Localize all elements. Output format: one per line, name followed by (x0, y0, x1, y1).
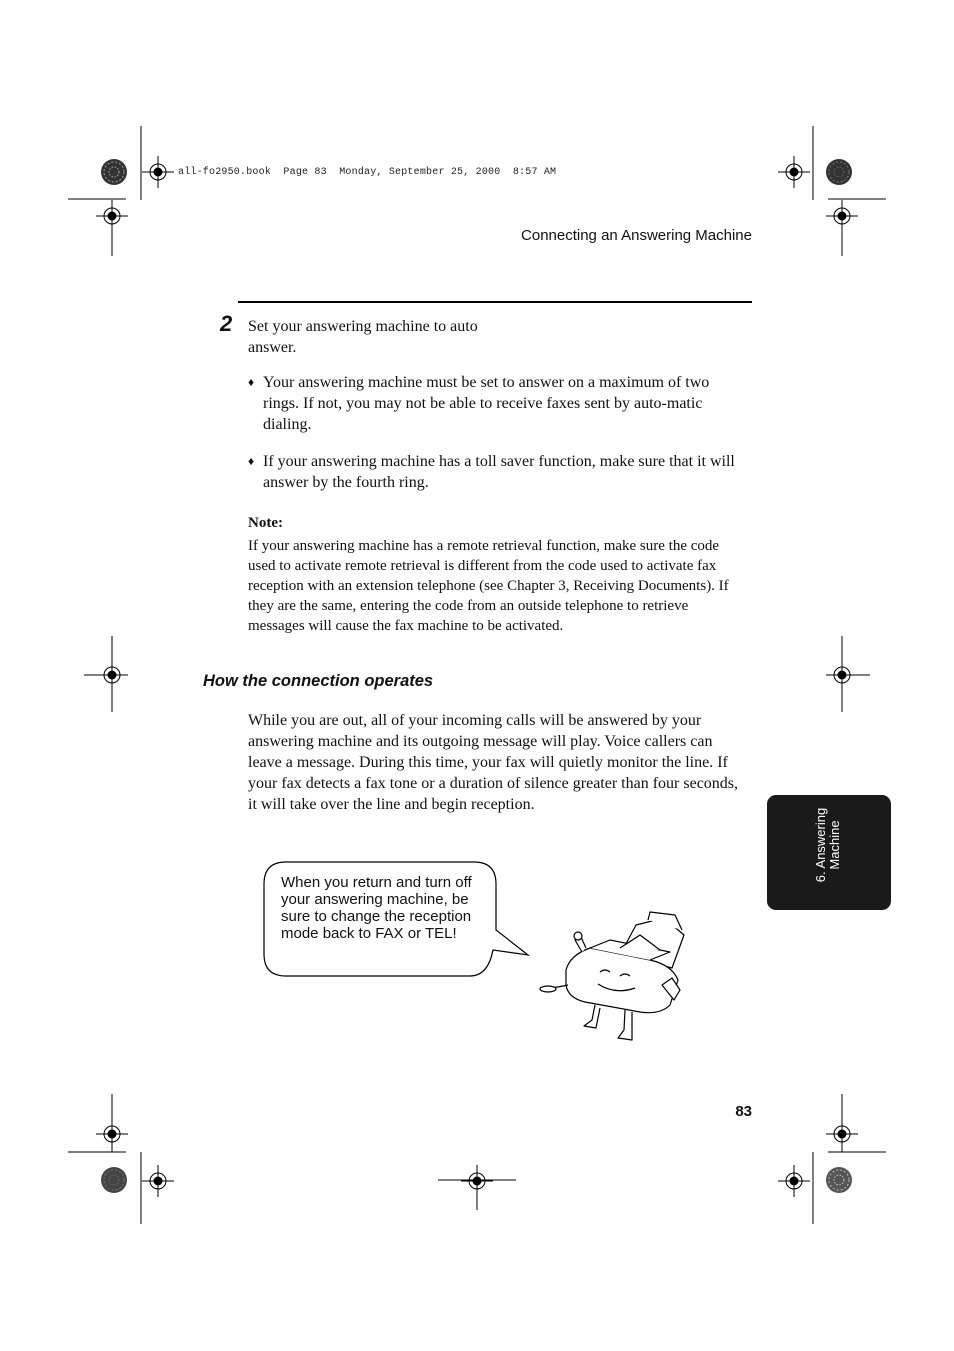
file-info: all-fo2950.book Page 83 Monday, September 25, 2000 8:57 AM (178, 167, 557, 178)
side-tab-line-2: Machine (827, 820, 842, 870)
section-paragraph: While you are out, all of your incoming calls will be answered by your answering machine and its outgoing message will play. Voice callers can leave a message. During this time, your fax will quietly monitor the line. If your fax detects a fax tone or a duration of silence greater than four seconds, it will take over the line and begin reception. (248, 712, 739, 813)
diamond-bullet-icon: ♦ (248, 454, 255, 468)
note-body: If your answering machine has a remote retrieval function, make sure the code used to activate remote retrieval is different from the code used to activate fax reception with an extension telephone (see Chapter 3, Receiving Documents). If they are the same, entering the code from an outside telephone to retrieve messages will cause the fax machine to be activated. (248, 538, 729, 634)
speech-bubble-text: When you return and turn off your answering machine, be sure to change the reception mode back to FAX or TEL! (281, 874, 472, 942)
running-header: Connecting an Answering Machine (521, 227, 752, 244)
bullet-text: If your answering machine has a toll saver function, make sure that it will answer by the fourth ring. (263, 453, 735, 491)
step-text: Set your answering machine to auto answer. (248, 318, 478, 356)
section-heading: How the connection operates (203, 672, 434, 690)
note-title: Note: (248, 515, 283, 531)
side-tab-line-1: 6. Answering (813, 807, 828, 883)
bullet-text: Your answering machine must be set to answer on a maximum of two rings. If not, you may not be able to receive faxes sent by auto-matic dialing. (263, 374, 710, 433)
step-number: 2 (220, 311, 233, 336)
diamond-bullet-icon: ♦ (248, 375, 255, 389)
page-number: 83 (735, 1103, 752, 1120)
chapter-side-tab-label (814, 790, 842, 900)
